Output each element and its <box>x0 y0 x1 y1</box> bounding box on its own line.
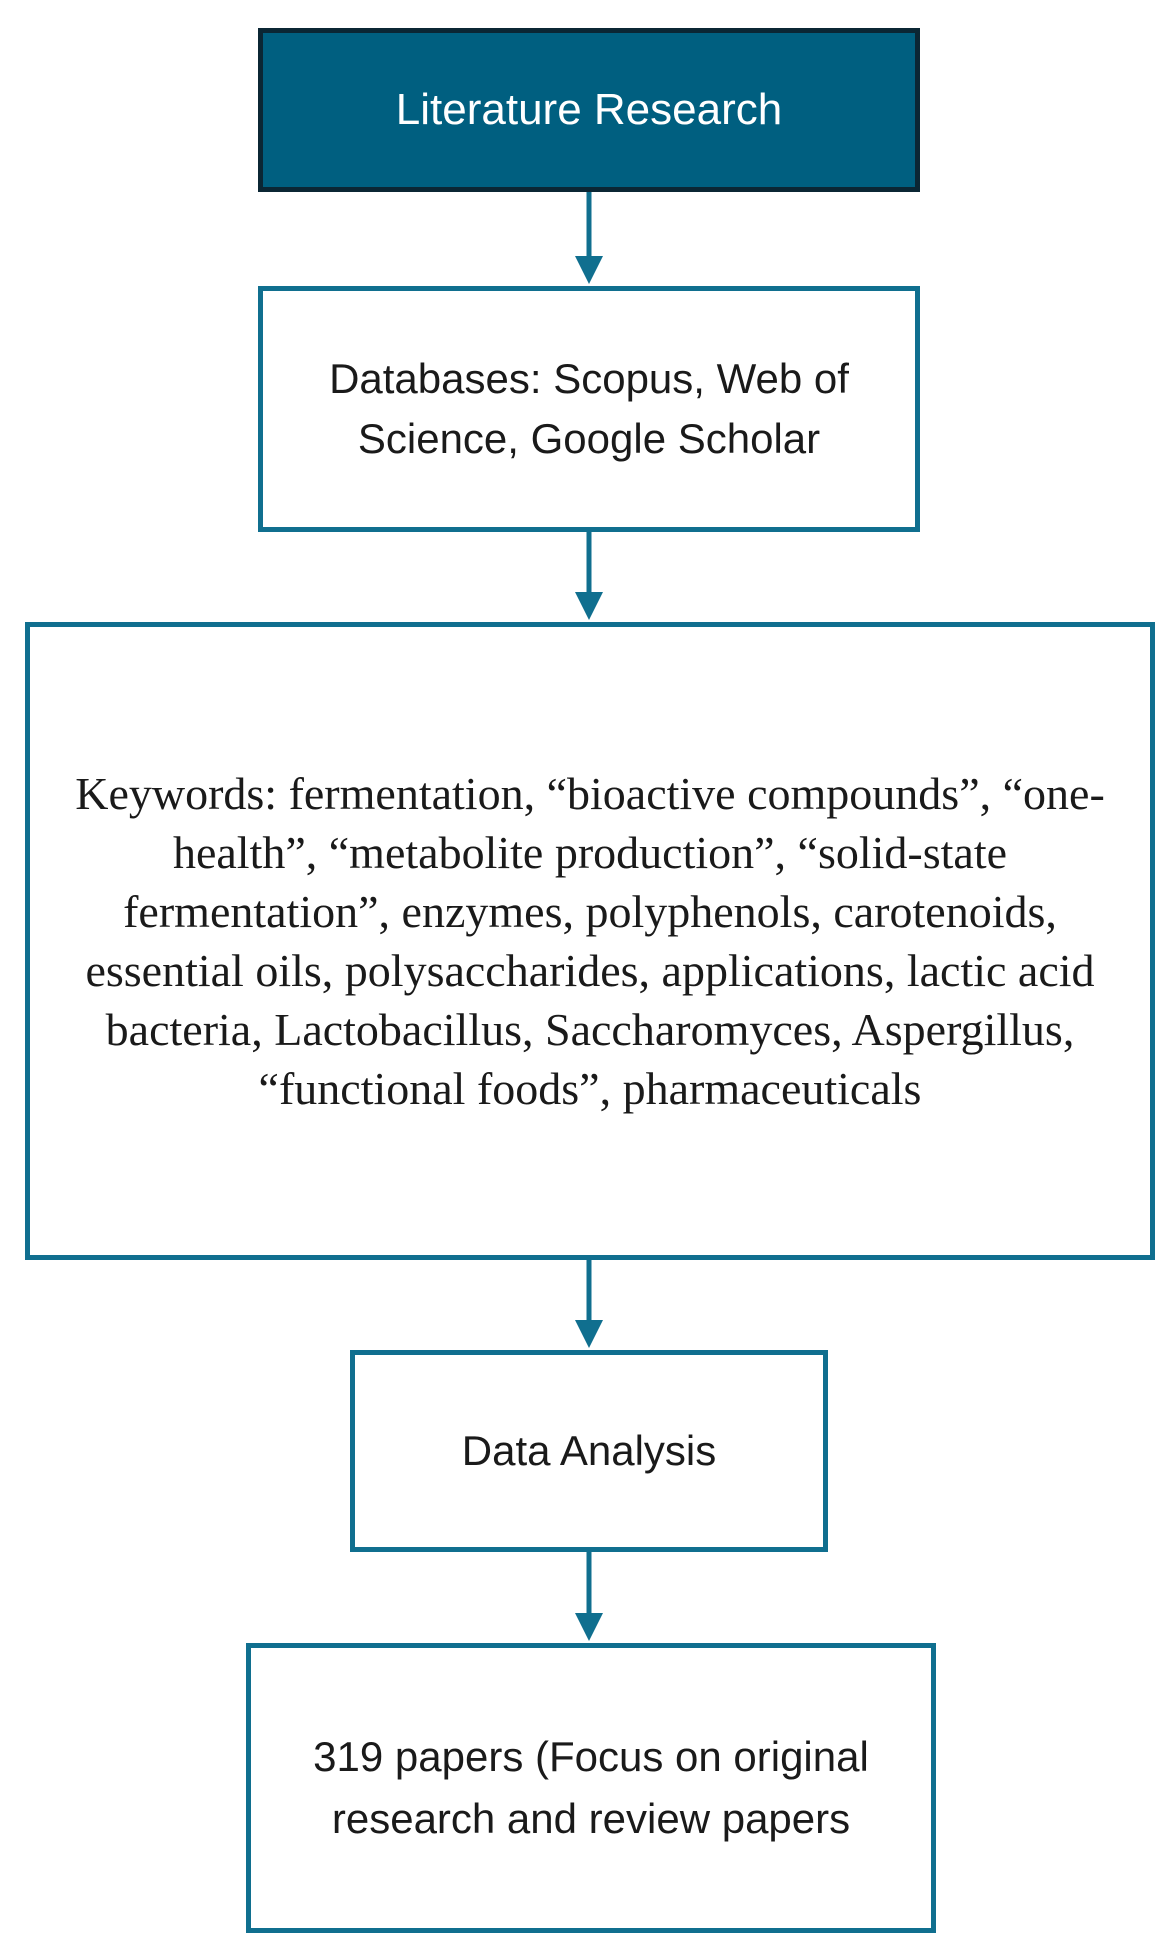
databases-box <box>258 286 920 532</box>
arrowhead-keywords-to-analysis <box>575 1320 603 1348</box>
arrowhead-literature-to-databases <box>575 256 603 284</box>
databases-label: Databases: Scopus, Web of Science, Google Scholar <box>329 355 849 462</box>
arrowhead-analysis-to-papers <box>575 1613 603 1641</box>
keywords-box <box>25 622 1155 1260</box>
papers-label: 319 papers (Focus on original research and review papers <box>313 1733 869 1842</box>
literature-research-box <box>258 28 920 192</box>
data-analysis-label: Data Analysis <box>461 1427 717 1474</box>
literature-research-label: Literature Research <box>395 85 783 134</box>
data-analysis-box <box>350 1350 828 1552</box>
keywords-label: Keywords: fermentation, “bioactive compounds”, “one-health”, “metabolite production”, “solid-state fermentation”, enzymes, polyphenols, carotenoids, essential oils, polysaccharides, applications, lactic acid bacteria, Lactobacillus, Saccharomyces, Aspergillus, “functional foods”, pharmaceuticals <box>75 768 1105 1114</box>
papers-box <box>246 1643 936 1933</box>
arrowhead-databases-to-keywords <box>575 592 603 620</box>
